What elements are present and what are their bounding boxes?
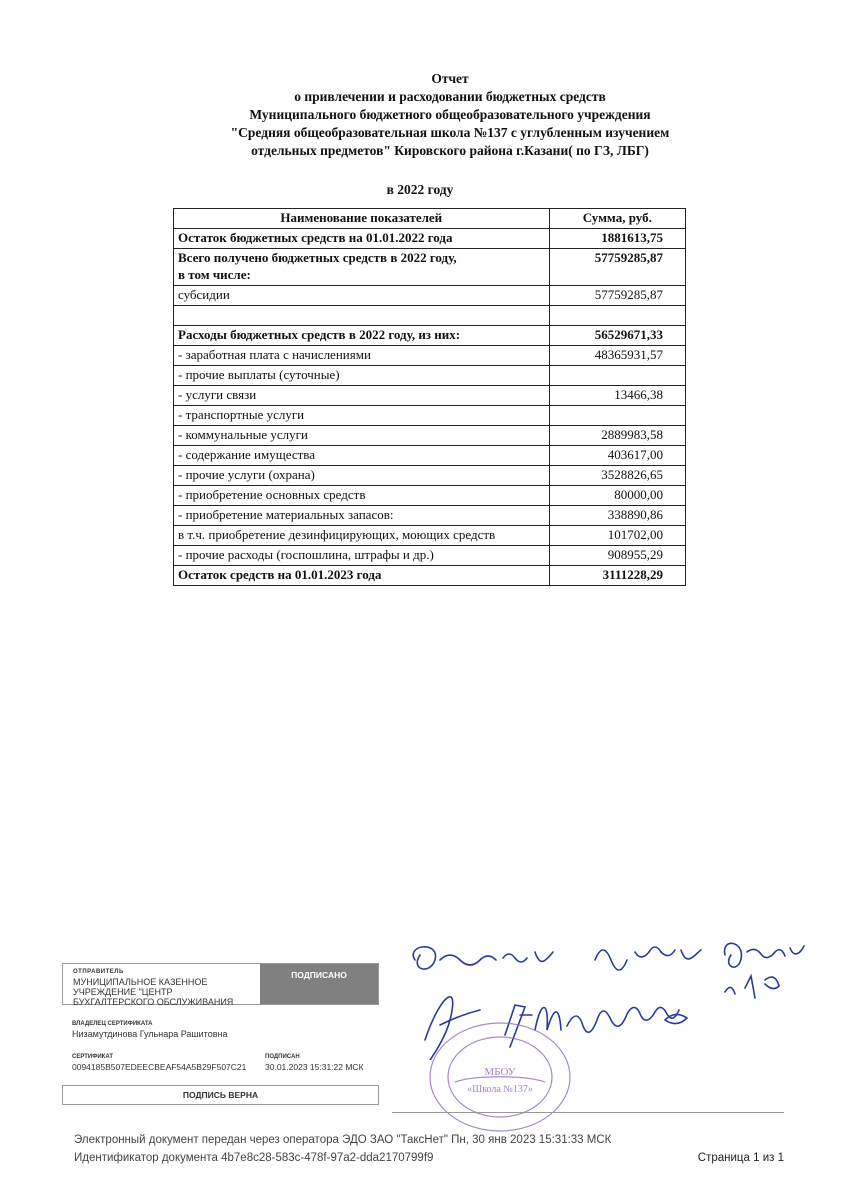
stamp-text-top: МБОУ [484, 1066, 516, 1078]
table-row [174, 366, 686, 386]
row-name: - прочие выплаты (суточные) [174, 366, 550, 386]
row-amount: 2889983,58 [549, 426, 685, 446]
row-amount [549, 306, 685, 326]
title-line: Отчет [431, 71, 469, 86]
page-number: Страница 1 из 1 [697, 1152, 784, 1164]
row-amount [549, 366, 685, 386]
budget-table [173, 208, 686, 586]
report-title [170, 70, 730, 160]
table-row [174, 286, 686, 306]
signed-date-label: ПОДПИСАН [265, 1054, 300, 1060]
row-amount: 48365931,57 [549, 346, 685, 366]
row-name: субсидии [174, 286, 550, 306]
report-year: в 2022 году [386, 182, 454, 197]
row-name: - коммунальные услуги [174, 426, 550, 446]
row-name: - прочие расходы (госпошлина, штрафы и др.) [174, 546, 550, 566]
table-row [174, 526, 686, 546]
row-amount: 101702,00 [549, 526, 685, 546]
row-name [174, 249, 550, 286]
table-row [174, 546, 686, 566]
table-row [174, 346, 686, 366]
row-name-line: Всего получено бюджетных средств в 2022 году, [178, 250, 457, 265]
row-amount: 57759285,87 [549, 286, 685, 306]
signature-header [62, 963, 379, 1005]
row-name: Расходы бюджетных средств в 2022 году, из них: [174, 326, 550, 346]
row-amount: 57759285,87 [549, 249, 685, 286]
stamp-text-bottom: «Школа №137» [467, 1084, 533, 1095]
row-amount: 3528826,65 [549, 466, 685, 486]
header-amount: Сумма, руб. [549, 209, 685, 229]
row-name-line: в том числе: [178, 267, 251, 282]
sender-name: МУНИЦИПАЛЬНОЕ КАЗЕННОЕ УЧРЕЖДЕНИЕ "ЦЕНТР БУХГАЛТЕРСКОГО ОБСЛУЖИВАНИЯ [73, 977, 234, 1007]
table-row [174, 249, 686, 286]
table-row [174, 566, 686, 586]
table-row [174, 506, 686, 526]
table-header-row [174, 209, 686, 229]
row-amount: 908955,29 [549, 546, 685, 566]
table-row [174, 326, 686, 346]
row-name: Остаток средств на 01.01.2023 года [174, 566, 550, 586]
row-amount: 338890,86 [549, 506, 685, 526]
row-name: - приобретение основных средств [174, 486, 550, 506]
table-row [174, 446, 686, 466]
round-seal-stamp [425, 1020, 575, 1135]
owner-label: ВЛАДЕЛЕЦ СЕРТИФИКАТА [72, 1021, 153, 1027]
signature-valid: ПОДПИСЬ ВЕРНА [62, 1085, 379, 1105]
table-row [174, 466, 686, 486]
row-name: - заработная плата с начислениями [174, 346, 550, 366]
row-amount: 403617,00 [549, 446, 685, 466]
title-line: Муниципального бюджетного общеобразовательного учреждения [249, 107, 651, 122]
row-name: - содержание имущества [174, 446, 550, 466]
row-name: в т.ч. приобретение дезинфицирующих, моющих средств [174, 526, 550, 546]
row-name: Остаток бюджетных средств на 01.01.2022 года [174, 229, 550, 249]
row-name: - транспортные услуги [174, 406, 550, 426]
edo-operator-line: Электронный документ передан через оператора ЭДО ЗАО "ТаксНет" Пн, 30 янв 2023 15:31:33 МСК [74, 1134, 612, 1146]
sender-label: ОТПРАВИТЕЛЬ [73, 969, 124, 975]
row-name: - прочие услуги (охрана) [174, 466, 550, 486]
table-row [174, 306, 686, 326]
signed-badge: ПОДПИСАНО [260, 964, 378, 1004]
title-line: о привлечении и расходовании бюджетных средств [294, 89, 606, 104]
row-amount: 56529671,33 [549, 326, 685, 346]
document-footer [74, 1131, 794, 1167]
table-row [174, 486, 686, 506]
header-name: Наименование показателей [174, 209, 550, 229]
title-line: отдельных предметов" Кировского района г.Казани( по ГЗ, ЛБГ) [251, 143, 649, 158]
row-name [174, 306, 550, 326]
row-amount: 3111228,29 [549, 566, 685, 586]
row-amount: 13466,38 [549, 386, 685, 406]
document-id-line: Идентификатор документа 4b7e8c28-583c-478f-97a2-dda2170799f9 [74, 1152, 434, 1164]
certificate-number: 0094185B507EDEECBEAF54A5B29F507C21 [72, 1062, 247, 1072]
row-name: - услуги связи [174, 386, 550, 406]
table-row [174, 426, 686, 446]
title-line: "Средняя общеобразовательная школа №137 с углубленным изучением [230, 125, 670, 140]
e-signature-stamp [62, 963, 377, 1103]
owner-name: Низамутдинова Гульнара Рашитовна [72, 1029, 228, 1039]
footer-divider [392, 1112, 784, 1113]
table-row [174, 229, 686, 249]
table-row [174, 406, 686, 426]
signed-date: 30.01.2023 15:31:22 МСК [265, 1062, 364, 1072]
row-amount: 80000,00 [549, 486, 685, 506]
certificate-label: СЕРТИФИКАТ [72, 1054, 114, 1060]
row-amount [549, 406, 685, 426]
row-amount: 1881613,75 [549, 229, 685, 249]
table-row [174, 386, 686, 406]
row-name: - приобретение материальных запасов: [174, 506, 550, 526]
